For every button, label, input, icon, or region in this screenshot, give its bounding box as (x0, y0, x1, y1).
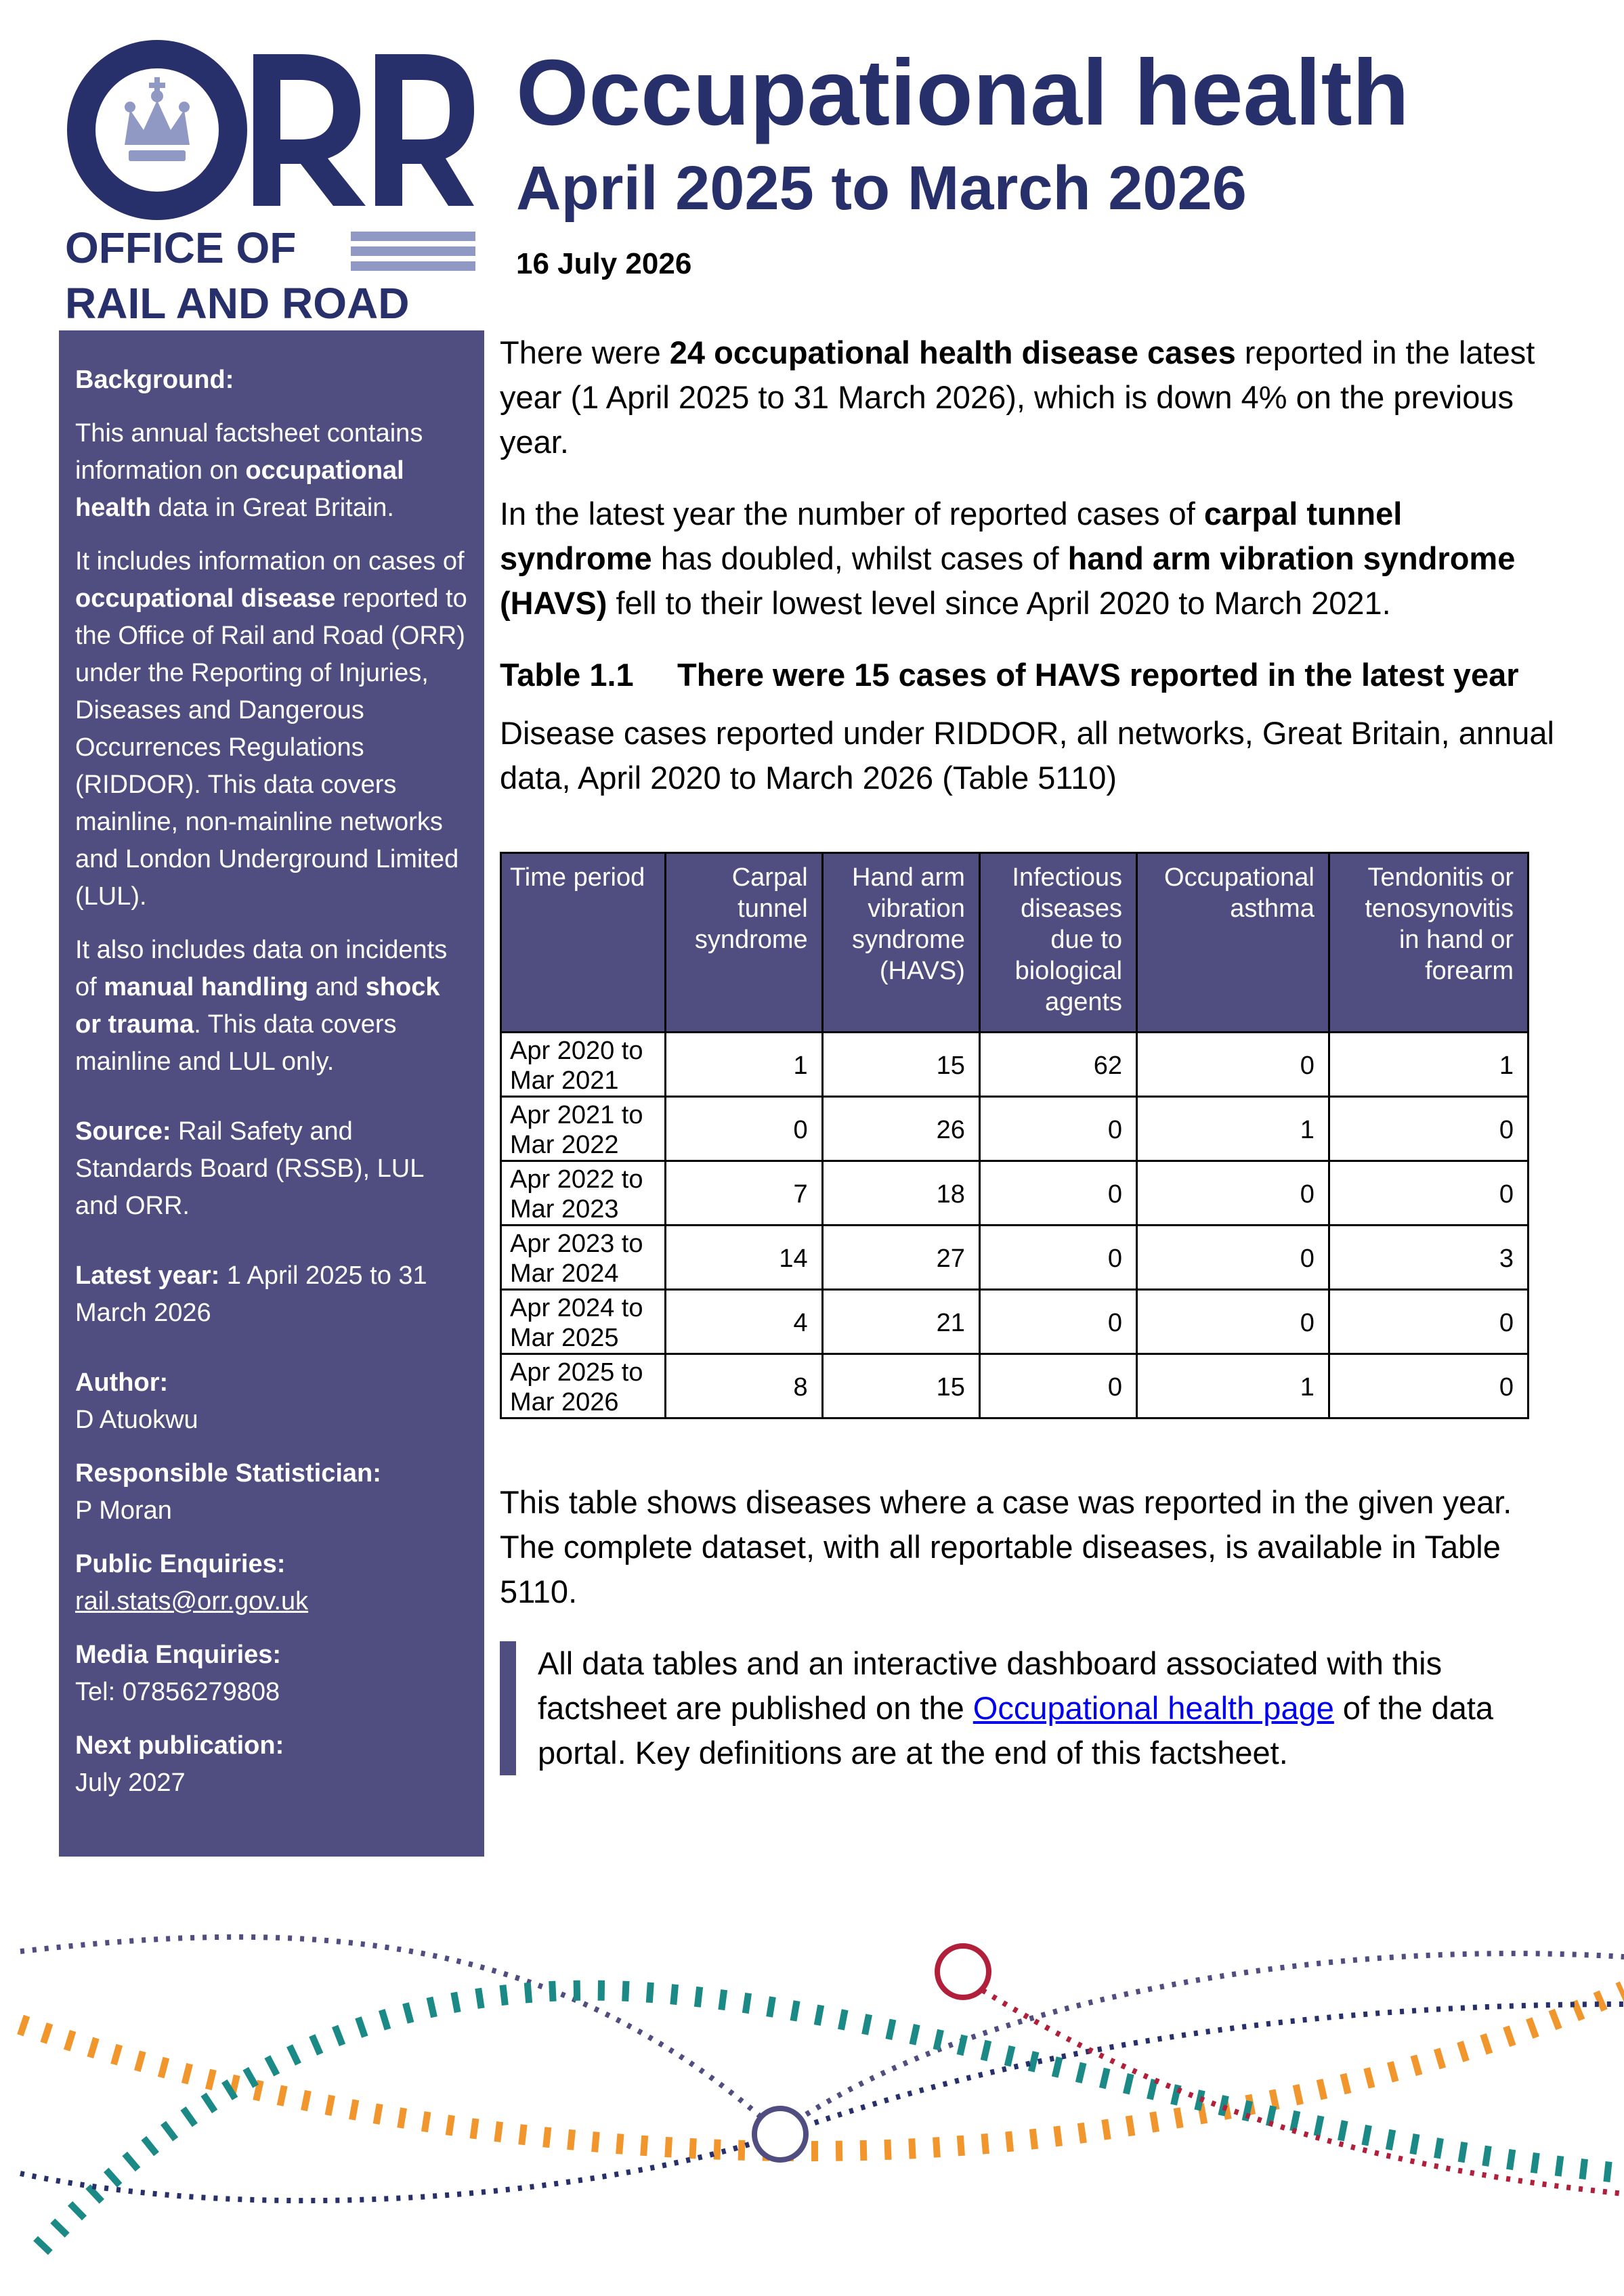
column-header: Carpal tunnel syndrome (665, 853, 822, 1033)
intro-paragraph-1: There were 24 occupational health disease cases reported in the latest year (1 April 2025 to 31 March 2026), which is down 4% on the previous year. (500, 334, 1535, 460)
table-cell: 3 (1329, 1226, 1528, 1290)
public-email-link[interactable]: rail.stats@orr.gov.uk (75, 1587, 309, 1616)
logo-line2: RAIL AND ROAD (65, 279, 410, 325)
page-subtitle: April 2025 to March 2026 (516, 154, 1247, 223)
table-cell: 15 (822, 1033, 979, 1097)
table-cell: 0 (979, 1161, 1136, 1226)
responsible-statistician: Responsible Statistician: P Moran (75, 1459, 381, 1525)
table-cell: 0 (1329, 1097, 1528, 1161)
purple-ring-icon (754, 2108, 806, 2160)
table-row (501, 1226, 1529, 1290)
crown-icon (125, 77, 190, 161)
table-cell: 0 (979, 1354, 1136, 1418)
table-row (501, 1290, 1529, 1354)
table-cell: 0 (665, 1097, 822, 1161)
table-cell: 62 (979, 1033, 1136, 1097)
table-cell: 0 (979, 1290, 1136, 1354)
table-cell: 7 (665, 1161, 822, 1226)
table-row (501, 1161, 1529, 1226)
table-cell: Apr 2025 to Mar 2026 (501, 1354, 666, 1418)
table-row (501, 1097, 1529, 1161)
table-cell: Apr 2023 to Mar 2024 (501, 1226, 666, 1290)
table-cell: 0 (1137, 1290, 1329, 1354)
page-title: Occupational health (516, 41, 1409, 145)
column-header: Occupational asthma (1137, 853, 1329, 1033)
table-cell: 0 (1329, 1290, 1528, 1354)
table-note: This table shows diseases where a case was reported in the given year. The complete dataset, with all reportable diseases, is available in Table 5110. (500, 1484, 1512, 1609)
column-header: Hand arm vibration syndrome (HAVS) (822, 853, 979, 1033)
table-cell: 1 (1137, 1354, 1329, 1418)
table-cell: 26 (822, 1097, 979, 1161)
table-header-row (501, 853, 1529, 1033)
table-row (501, 1354, 1529, 1418)
table-subtitle: Disease cases reported under RIDDOR, all networks, Great Britain, annual data, April 2020 to March 2026 (Table 5110) (500, 715, 1554, 796)
author: Author: D Atuokwu (75, 1368, 198, 1434)
column-header: Infectious diseases due to biological agents (979, 853, 1136, 1033)
table-cell: 21 (822, 1290, 979, 1354)
public-enquiries: Public Enquiries: rail.stats@orr.gov.uk (75, 1550, 309, 1616)
table-cell: 15 (822, 1354, 979, 1418)
logo-r2 (375, 54, 474, 206)
source: Source: Rail Safety and Standards Board (RSSB), LUL and ORR. (75, 1117, 423, 1220)
table-cell: 0 (1137, 1226, 1329, 1290)
table-cell: 27 (822, 1226, 979, 1290)
table-cell: 18 (822, 1161, 979, 1226)
disease-cases-table (500, 852, 1529, 1419)
background-paragraph-3: It also includes data on incidents of manual handling and shock or trauma. This data covers mainline and LUL only. (75, 936, 448, 1076)
latest-year: Latest year: 1 April 2025 to 31 March 2026 (75, 1261, 427, 1327)
table-cell: 1 (1329, 1033, 1528, 1097)
callout-box: All data tables and an interactive dashboard associated with this factsheet are published on the Occupational health page of the data portal. Key definitions are at the end of this factsheet. (500, 1641, 1556, 1775)
table-cell: 1 (1137, 1097, 1329, 1161)
column-header: Time period (501, 853, 666, 1033)
navy-dotted-line (20, 2004, 1624, 2201)
sidebar (59, 330, 484, 1857)
table-cell: 0 (979, 1226, 1136, 1290)
background-heading: Background: (75, 366, 234, 394)
orr-logo (62, 35, 475, 325)
table-cell: Apr 2021 to Mar 2022 (501, 1097, 666, 1161)
table-cell: 0 (1329, 1354, 1528, 1418)
background-paragraph-2: It includes information on cases of occupational disease reported to the Office of Rail and Road (ORR) under the Reporting of Injuries, Diseases and Dangerous Occurrences Regulations (RIDDOR). This data covers mainline, non-mainline networks and London Underground Limited (LUL). (75, 547, 467, 911)
logo-line1: OFFICE OF (65, 223, 297, 272)
red-ring-icon (937, 1946, 989, 1997)
logo-r1 (253, 54, 366, 206)
table-cell: 0 (979, 1097, 1136, 1161)
decorative-rail-lines (0, 1909, 1624, 2296)
purple-dotted-line (20, 1937, 1624, 2133)
teal-dashed-line (41, 1991, 1624, 2248)
table-cell: 4 (665, 1290, 822, 1354)
publication-date: 16 July 2026 (516, 247, 692, 280)
table-cell: Apr 2020 to Mar 2021 (501, 1033, 666, 1097)
table-cell: Apr 2024 to Mar 2025 (501, 1290, 666, 1354)
table-cell: 8 (665, 1354, 822, 1418)
table-cell: Apr 2022 to Mar 2023 (501, 1161, 666, 1226)
column-header: Tendonitis or tenosynovitis in hand or forearm (1329, 853, 1528, 1033)
table-row (501, 1033, 1529, 1097)
table-cell: 0 (1137, 1033, 1329, 1097)
table-heading: Table 1.1 There were 15 cases of HAVS reported in the latest year (500, 657, 1519, 693)
table-cell: 0 (1329, 1161, 1528, 1226)
table-cell: 1 (665, 1033, 822, 1097)
table-cell: 14 (665, 1226, 822, 1290)
next-publication: Next publication: July 2027 (75, 1731, 284, 1797)
main-content (500, 330, 1556, 1775)
red-dotted-line (962, 1977, 1624, 2194)
table-cell: 0 (1137, 1161, 1329, 1226)
media-enquiries: Media Enquiries: Tel: 07856279808 (75, 1641, 282, 1706)
intro-paragraph-2: In the latest year the number of reported cases of carpal tunnel syndrome has doubled, whilst cases of hand arm vibration syndrome (HAVS) fell to their lowest level since April 2020 to March 2021. (500, 496, 1516, 621)
background-paragraph-1: This annual factsheet contains information on occupational health data in Great Britain. (75, 419, 423, 522)
occupational-health-page-link[interactable]: Occupational health page (973, 1690, 1334, 1726)
